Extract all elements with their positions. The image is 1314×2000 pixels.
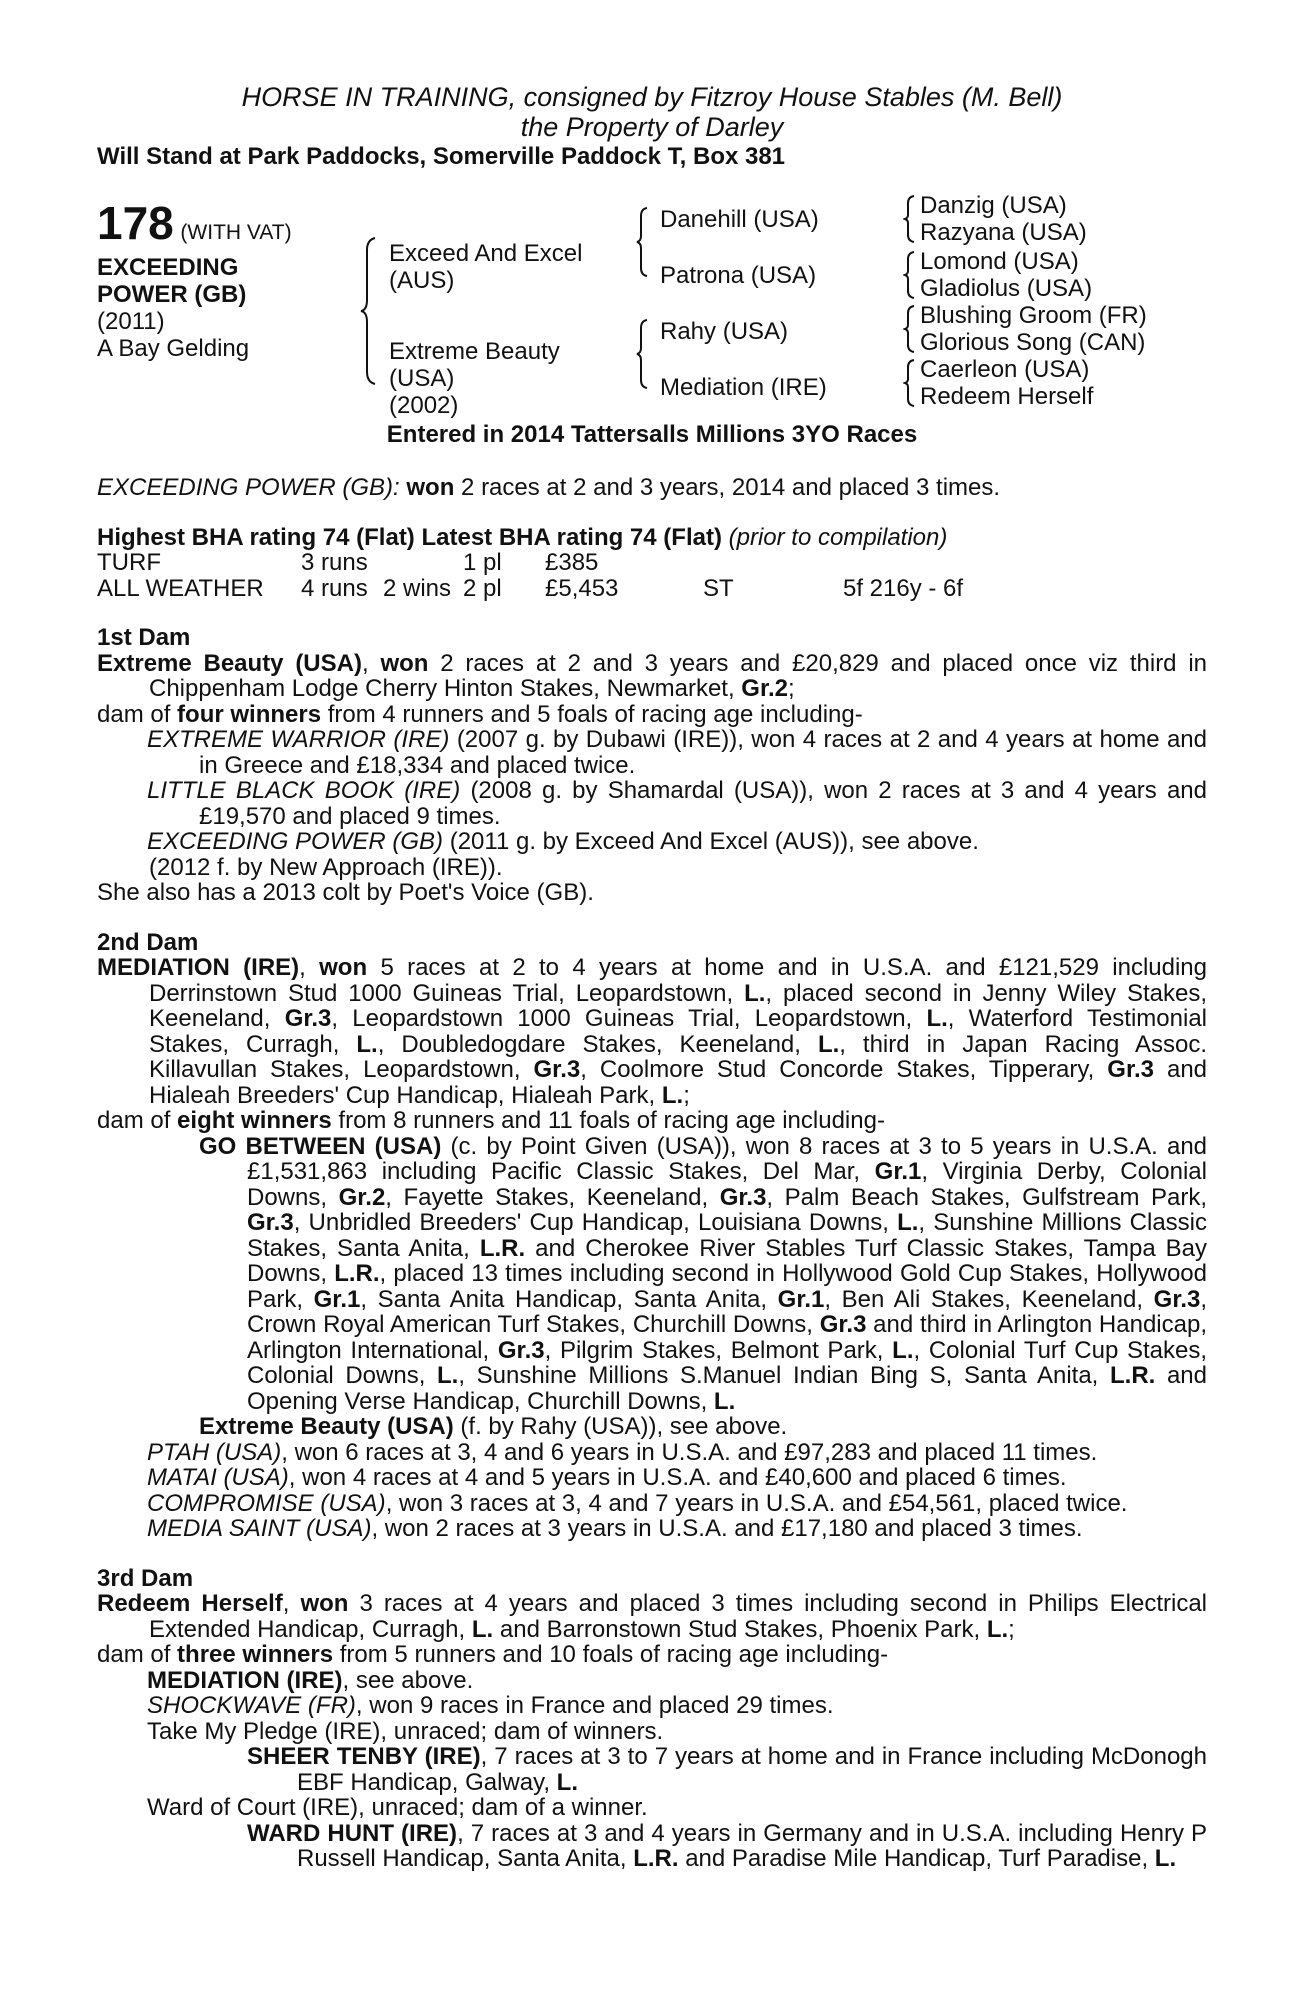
- summary-horse-name: EXCEEDING POWER (GB):: [97, 474, 400, 501]
- pedigree-sire: [389, 240, 582, 294]
- produce-text: , Santa Anita Handicap, Santa Anita,: [360, 1285, 768, 1313]
- record-text: , Doubledogdare Stakes, Keeneland,: [377, 1030, 801, 1058]
- grade-label: L.: [986, 1615, 1009, 1643]
- produce-name: EXTREME WARRIOR (IRE): [147, 726, 450, 753]
- produce-text: and third in Arlington Handicap, Arlington International,: [247, 1311, 1208, 1364]
- pedigree-ds: Rahy (USA): [660, 318, 789, 345]
- produce-item: [97, 778, 1207, 829]
- grade-label: L.: [713, 1387, 736, 1415]
- pedigree-dam: [389, 338, 560, 419]
- produce-text: , won 2 races at 3 years in U.S.A. and £17,180 and placed 3 times.: [371, 1515, 1083, 1542]
- record-text: , Coolmore Stud Concorde Stakes, Tipperary,: [580, 1056, 1095, 1083]
- produce-item: [97, 829, 1207, 855]
- grade-label: Gr.1: [313, 1285, 361, 1313]
- grade-label: Gr.2: [741, 675, 788, 702]
- record-text: 2 races at 2 and 3 years and £20,829 and placed once viz third in Chippenham Lodge Cherry Hinton Stakes, Newmarket,: [149, 649, 1207, 702]
- summary-text: 2 races at 2 and 3 years, 2014 and placed 3 times.: [461, 474, 1001, 501]
- record-text: , placed second in Jenny Wiley Stakes, Keeneland,: [149, 979, 1208, 1032]
- pedigree-brace-g3b: [903, 250, 917, 300]
- vat-label: (WITH VAT): [180, 221, 292, 244]
- grade-label: Gr.3: [533, 1056, 581, 1083]
- produce-text: and Opening Verse Handicap, Churchill Downs,: [247, 1362, 1207, 1415]
- won-label: won: [300, 1590, 349, 1617]
- dam-country: (USA): [389, 365, 455, 392]
- produce-name: SHEER TENBY (IRE): [247, 1743, 481, 1770]
- produce-item: [97, 727, 1207, 778]
- stat-aw-label: ALL WEATHER: [97, 574, 264, 602]
- produce-item: [97, 1668, 1207, 1694]
- produce-text: , Crown Royal American Turf Stakes, Churchill Downs,: [247, 1285, 1208, 1338]
- grade-label: Gr.1: [777, 1285, 825, 1313]
- pedigree-ddd: Redeem Herself: [920, 383, 1094, 410]
- produce-text: from 5 runners and 10 foals of racing age including-: [339, 1641, 889, 1668]
- stat-turf-label: TURF: [97, 549, 161, 576]
- location-line: Will Stand at Park Paddocks, Somerville Paddock T, Box 381: [97, 143, 786, 170]
- produce-item: (2012 f. by New Approach (IRE)).: [149, 853, 503, 881]
- produce-text: , 7 races at 3 to 7 years at home and in France including McDonogh EBF Handicap, Galway,: [297, 1743, 1208, 1796]
- winners-count: three winners: [177, 1641, 334, 1668]
- produce-item: [97, 1465, 1207, 1491]
- first-dam-record: Extreme Beauty (USA), won 2 races at 2 and 3 years and £20,829 and placed once viz third in Chippenham Lodge Cherry Hinton Stakes, Newmarket, Gr.2;: [97, 649, 1207, 702]
- grade-label: Gr.3: [1153, 1285, 1201, 1313]
- produce-text: , won 6 races at 3, 4 and 6 years in U.S.A. and £97,283 and placed 11 times.: [281, 1438, 1098, 1466]
- produce-name: LITTLE BLACK BOOK (IRE): [147, 777, 461, 804]
- stat-turf-runs: 3 runs: [301, 549, 368, 576]
- produce-text: , Unbridled Breeders' Cup Handicap, Louisiana Downs,: [293, 1209, 889, 1236]
- second-dam-heading: 2nd Dam: [97, 928, 199, 956]
- produce-name: EXCEEDING POWER (GB): [147, 828, 444, 855]
- produce-text: , Colonial Turf Cup Stakes, Colonial Downs,: [247, 1336, 1208, 1389]
- produce-name: MEDIA SAINT (USA): [147, 1515, 372, 1542]
- dam-of-label: dam of: [97, 700, 171, 728]
- produce-name: COMPROMISE (USA): [147, 1489, 386, 1517]
- property-line: the Property of Darley: [520, 112, 784, 142]
- produce-text: , Sunshine Millions S.Manuel Indian Bing S, Santa Anita,: [458, 1362, 1099, 1389]
- third-dam-produce-summary: [97, 1642, 1207, 1668]
- stat-aw-placed: 2 pl: [463, 574, 502, 602]
- record-text: , Leopardstown 1000 Guineas Trial, Leopardstown,: [331, 1005, 913, 1032]
- stat-aw-runs: 4 runs: [301, 574, 368, 602]
- grade-label: Gr.3: [247, 1209, 294, 1236]
- second-dam-record: MEDIATION (IRE), won 5 races at 2 to 4 years at home and in U.S.A. and £121,529 including Derrinstown Stud 1000 Guineas Trial, Leopardstown, L., placed second in Jenny Wiley Stakes, Keeneland, Gr.3, Leopardstown 1000 Guineas Trial, Leopardstown, L., Waterford Testimonial Stakes, Curragh, L., Doubledogdare Stakes, Keeneland, L., third in Japan Racing Assoc. Killavullan Stakes, Leopardstown, Gr.3, Coolmore Stud Concorde Stakes, Tipperary, Gr.3 and Hialeah Breeders' Cup Handicap, Hialeah Park, L.;: [97, 954, 1208, 1109]
- produce-text: (f. by Rahy (USA)), see above.: [460, 1413, 788, 1440]
- produce-item: [97, 1693, 1207, 1719]
- pedigree-brace-dam: [635, 318, 651, 390]
- third-dam-name: Redeem Herself: [97, 1590, 283, 1617]
- produce-text: , Fayette Stakes, Keeneland,: [385, 1183, 709, 1211]
- produce-text: and Paradise Mile Handicap, Turf Paradise,: [685, 1845, 1149, 1872]
- lot-pedigree-block: [97, 192, 1207, 422]
- pedigree-brace-g3c: [903, 304, 917, 354]
- sire-name: Exceed And Excel: [389, 240, 583, 267]
- record-text: and Hialeah Breeders' Cup Handicap, Hialeah Park,: [149, 1056, 1208, 1109]
- grade-label: L.R.: [633, 1845, 679, 1872]
- pedigree-sdd: Gladiolus (USA): [920, 275, 1093, 302]
- produce-item: [97, 1440, 1207, 1466]
- pedigree-dds: Caerleon (USA): [920, 356, 1090, 383]
- stat-turf-placed: 1 pl: [463, 549, 502, 576]
- record-text: and Barronstown Stud Stakes, Phoenix Park,: [499, 1615, 981, 1643]
- third-dam-record: Redeem Herself, won 3 races at 4 years and placed 3 times including second in Philips Electrical Extended Handicap, Curragh, L. and Barronstown Stud Stakes, Phoenix Park, L.;: [97, 1590, 1207, 1643]
- stat-aw-surface: ST: [703, 574, 734, 602]
- produce-name: Extreme Beauty (USA): [199, 1413, 454, 1440]
- grade-label: Gr.3: [284, 1005, 332, 1032]
- first-dam-heading: 1st Dam: [97, 624, 191, 651]
- produce-text: , placed 13 times including second in Hollywood Gold Cup Stakes, Hollywood Park,: [247, 1260, 1207, 1313]
- horse-name-line1: EXCEEDING: [97, 254, 239, 281]
- grade-label: Gr.2: [338, 1183, 386, 1211]
- produce-text: , won 9 races in France and placed 29 times.: [355, 1692, 834, 1719]
- produce-text: (2008 g. by Shamardal (USA)), won 2 races at 3 and 4 years and £19,570 and placed 9 times.: [199, 777, 1208, 830]
- pedigree-sds: Lomond (USA): [920, 248, 1079, 275]
- dam-name: Extreme Beauty: [389, 338, 560, 365]
- record-text: 5 races at 2 to 4 years at home and in U.S.A. and £121,529 including Derrinstown Stud 1000 Guineas Trial, Leopardstown,: [149, 954, 1207, 1007]
- produce-name: WARD HUNT (IRE): [247, 1819, 458, 1847]
- record-text: ;: [1008, 1615, 1015, 1643]
- produce-text: , see above.: [342, 1666, 474, 1694]
- produce-name: GO BETWEEN (USA): [199, 1132, 442, 1160]
- pedigree-brace-g3a: [903, 194, 917, 244]
- dam-of-label: dam of: [97, 1107, 171, 1134]
- produce-item: [97, 1491, 1207, 1517]
- dam-of-label: dam of: [97, 1641, 171, 1668]
- catalogue-page: [97, 82, 1207, 1872]
- produce-text: from 8 runners and 11 foals of racing age including-: [338, 1107, 885, 1134]
- produce-item: [97, 1414, 1207, 1440]
- pedigree-ssd: Razyana (USA): [920, 219, 1087, 246]
- grade-label: Gr.3: [719, 1183, 767, 1211]
- produce-item: [97, 1516, 1207, 1542]
- grade-label: L.: [356, 1030, 378, 1058]
- record-text: 3 races at 4 years and placed 3 times including second in Philips Electrical Extended Handicap, Curragh,: [149, 1590, 1207, 1643]
- grade-label: L.: [926, 1005, 948, 1032]
- consignor-line: HORSE IN TRAINING, consigned by Fitzroy House Stables (M. Bell): [241, 82, 1063, 112]
- dam-year: (2002): [389, 392, 459, 419]
- produce-text: , Sunshine Millions Classic Stakes, Santa Anita,: [247, 1209, 1208, 1262]
- grade-label: L.R.: [479, 1234, 526, 1262]
- first-dam-produce-summary: [97, 702, 1207, 728]
- pedigree-brace-g3d: [903, 358, 917, 408]
- rating-line: [97, 525, 1207, 551]
- pedigree-ss: Danehill (USA): [660, 206, 819, 233]
- lot-number-value: 178: [97, 197, 174, 249]
- grade-label: L.R.: [1109, 1362, 1156, 1389]
- produce-name: MEDIATION (IRE): [147, 1666, 343, 1694]
- grade-label: L.: [817, 1030, 840, 1058]
- produce-item-go-between: [97, 1134, 1207, 1415]
- winners-count: eight winners: [177, 1107, 332, 1134]
- grade-label: L.: [556, 1768, 578, 1796]
- produce-item: Take My Pledge (IRE), unraced; dam of winners.: [147, 1717, 664, 1745]
- produce-text: (c. by Point Given (USA)), won 8 races at 3 to 5 years in U.S.A. and £1,531,863 including Pacific Classic Stakes, Del Mar,: [247, 1132, 1208, 1185]
- produce-text: , won 4 races at 4 and 5 years in U.S.A. and £40,600 and placed 6 times.: [288, 1464, 1067, 1491]
- grade-label: Gr.1: [874, 1158, 922, 1185]
- grade-label: Gr.3: [1107, 1056, 1154, 1083]
- grade-label: L.: [744, 979, 766, 1007]
- pedigree-brace-sire: [635, 206, 651, 278]
- grade-label: L.: [437, 1362, 459, 1389]
- sire-country: (AUS): [389, 267, 455, 294]
- produce-text: , won 3 races at 3, 4 and 7 years in U.S.A. and £54,561, placed twice.: [385, 1489, 1128, 1517]
- entered-line: Entered in 2014 Tattersalls Millions 3YO Races: [386, 421, 918, 448]
- rating-text: Highest BHA rating 74 (Flat) Latest BHA rating 74 (Flat): [97, 523, 722, 551]
- record-text: , Waterford Testimonial Stakes, Curragh,: [149, 1005, 1207, 1058]
- produce-item: Ward of Court (IRE), unraced; dam of a winner.: [147, 1794, 648, 1821]
- produce-text: , Pilgrim Stakes, Belmont Park,: [544, 1336, 884, 1364]
- pedigree-dd: Mediation (IRE): [660, 374, 827, 401]
- grade-label: L.: [661, 1081, 684, 1109]
- grade-label: L.: [1154, 1845, 1177, 1872]
- record-text: ;: [683, 1081, 690, 1109]
- horse-info: [97, 254, 249, 362]
- race-summary: [97, 475, 1207, 501]
- winners-count: four winners: [177, 700, 322, 728]
- grade-label: Gr.3: [497, 1336, 545, 1364]
- horse-year: (2011): [97, 308, 165, 335]
- record-text: , third in Japan Racing Assoc. Killavullan Stakes, Leopardstown,: [149, 1030, 1207, 1083]
- also-line: She also has a 2013 colt by Poet's Voice (GB).: [97, 879, 594, 906]
- produce-text: , Virginia Derby, Colonial Downs,: [247, 1158, 1207, 1211]
- won-label: won: [380, 649, 429, 677]
- grandproduce-item: [97, 1821, 1207, 1872]
- pedigree-sd: Patrona (USA): [660, 262, 817, 289]
- produce-name: SHOCKWAVE (FR): [147, 1692, 356, 1719]
- second-dam-name: MEDIATION (IRE): [97, 954, 300, 981]
- grandproduce-item: [97, 1744, 1207, 1795]
- produce-text: from 4 runners and 5 foals of racing age including-: [327, 700, 863, 728]
- grade-label: L.: [471, 1615, 494, 1643]
- race-stats: [97, 550, 1207, 601]
- produce-text: and Cherokee River Stables Turf Classic Stakes, Tampa Bay Downs,: [247, 1234, 1208, 1287]
- grade-label: L.: [897, 1209, 919, 1236]
- produce-text: , Ben Ali Stakes, Keeneland,: [824, 1285, 1144, 1313]
- stat-aw-prize: £5,453: [545, 574, 619, 602]
- lot-number: [97, 196, 292, 250]
- third-dam-heading: 3rd Dam: [97, 1564, 194, 1592]
- pedigree-dss: Blushing Groom (FR): [920, 302, 1147, 329]
- pedigree-dsd: Glorious Song (CAN): [920, 329, 1146, 356]
- record-text: ;: [788, 675, 795, 702]
- rating-note: (prior to compilation): [728, 523, 948, 551]
- grade-label: Gr.3: [819, 1311, 867, 1338]
- grade-label: L.: [892, 1336, 914, 1364]
- second-dam-produce-summary: [97, 1108, 1207, 1134]
- won-label: won: [319, 954, 368, 981]
- horse-name-line2: POWER (GB): [97, 281, 247, 308]
- summary-won: won: [406, 474, 455, 501]
- stat-turf-prize: £385: [545, 549, 599, 576]
- horse-description: A Bay Gelding: [97, 335, 250, 362]
- pedigree-brace-main: [359, 236, 379, 386]
- pedigree-sss: Danzig (USA): [920, 192, 1067, 219]
- stat-aw-distance: 5f 216y - 6f: [843, 574, 964, 602]
- produce-text: (2007 g. by Dubawi (IRE)), won 4 races at 2 and 4 years at home and in Greece and £18,334 and placed twice.: [199, 726, 1207, 779]
- first-dam-name: Extreme Beauty (USA): [97, 649, 362, 677]
- produce-text: , 7 races at 3 and 4 years in Germany and in U.S.A. including Henry P Russell Handicap, Santa Anita,: [297, 1819, 1208, 1872]
- grade-label: L.R.: [334, 1260, 380, 1287]
- produce-name: MATAI (USA): [147, 1464, 289, 1491]
- produce-text: (2011 g. by Exceed And Excel (AUS)), see above.: [449, 828, 979, 855]
- produce-name: PTAH (USA): [147, 1438, 282, 1466]
- stat-aw-wins: 2 wins: [383, 574, 452, 602]
- produce-text: , Palm Beach Stakes, Gulfstream Park,: [766, 1183, 1208, 1211]
